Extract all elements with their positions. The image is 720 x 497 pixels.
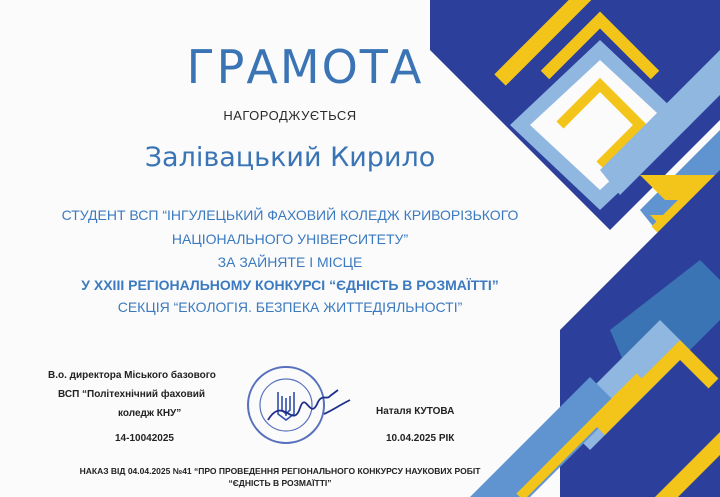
seal-and-signature <box>238 360 358 450</box>
order-reference-line-2: “ЄДНІСТЬ В РОЗМАЇТТІ” <box>228 478 332 488</box>
award-line-5: СЕКЦІЯ “ЕКОЛОГІЯ. БЕЗПЕКА ЖИТТЕДІЯЛЬНОСТІ” <box>117 299 463 315</box>
recipient-name: Залівацький Кирило <box>144 142 436 173</box>
award-line-4: У ХХІІІ РЕГІОНАЛЬНОМУ КОНКУРСІ “ЄДНІСТЬ В РОЗМАЇТТІ” <box>81 277 499 293</box>
signatory-position-2: ВСП “Політехнічний фаховий <box>58 389 206 400</box>
award-line-3: ЗА ЗАЙНЯТЕ І МІСЦЕ <box>217 254 363 270</box>
certificate-title: ГРАМОТА <box>186 40 424 94</box>
registration-number: 14-10042025 <box>115 433 174 444</box>
awarded-label: НАГОРОДЖУЄТЬСЯ <box>223 108 357 123</box>
order-reference-line-1: НАКАЗ ВІД 04.04.2025 №41 “ПРО ПРОВЕДЕННЯ РЕГІОНАЛЬНОГО КОНКУРСУ НАУКОВИХ РОБІТ <box>79 466 481 476</box>
signatory-name: Наталя КУТОВА <box>376 406 455 417</box>
award-line-1: СТУДЕНТ ВСП “ІНГУЛЕЦЬКИЙ ФАХОВИЙ КОЛЕДЖ КРИВОРІЗЬКОГО <box>61 207 519 223</box>
award-line-2: НАЦІОНАЛЬНОГО УНІВЕРСИТЕТУ” <box>171 231 409 247</box>
signatory-position-1: В.о. директора Міського базового <box>48 370 216 381</box>
issue-date: 10.04.2025 РІК <box>386 433 455 444</box>
signatory-position-3: коледж КНУ” <box>118 408 182 419</box>
